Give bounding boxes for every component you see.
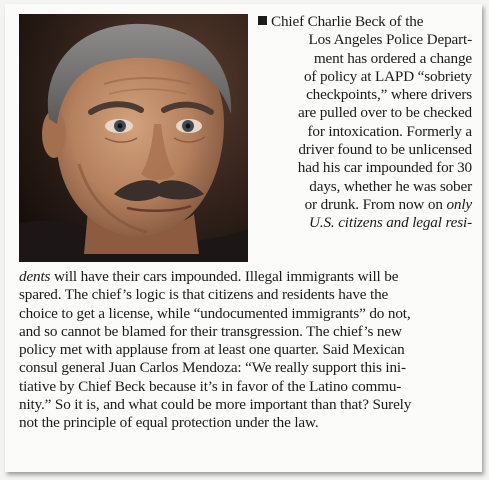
article-line: nity.” So it is, and what could be more important than that? Surely (19, 396, 412, 414)
article-line: ment has ordered a change (313, 49, 472, 67)
article-continuation (19, 268, 472, 433)
article-line: checkpoints,” where drivers (306, 86, 472, 104)
article-line: days, whether he was sober (309, 177, 472, 195)
article-line: for intoxication. Formerly a (307, 122, 472, 140)
article-line: not the principle of equal protection under the law. (19, 414, 319, 432)
article-line: tiative by Chief Beck because it’s in favor of the Latino commu- (19, 377, 402, 395)
emphasized-text: dents (19, 268, 51, 285)
article-line: policy met with applause from at least one quarter. Said Mexican (19, 341, 405, 359)
article-line: Chief Charlie Beck of the (258, 13, 472, 31)
article-line: dents will have their cars impounded. Illegal immigrants will be (19, 268, 399, 285)
article-line: or drunk. From now on only (304, 195, 472, 213)
article-line: spared. The chief’s logic is that citizens and residents have the (19, 286, 389, 304)
emphasized-text: U.S. citizens and legal resi- (309, 214, 472, 232)
article-column-beside-photo (258, 13, 472, 233)
square-bullet-icon (258, 16, 267, 25)
article-line (258, 214, 472, 232)
portrait-photo (19, 14, 248, 262)
article-line: Los Angeles Police Depart- (308, 31, 472, 49)
article-line: consul general Juan Carlos Mendoza: “We really support this ini- (19, 359, 406, 377)
article-line: driver found to be unlicensed (298, 141, 472, 159)
article-line: choice to get a license, while “undocumented immigrants” do not, (19, 304, 411, 322)
article-line: had his car impounded for 30 (297, 159, 472, 177)
portrait-illustration (19, 14, 248, 262)
article-line: are pulled over to be checked (297, 104, 472, 122)
article-line: of policy at LAPD “sobriety (303, 67, 472, 85)
article-line: and so cannot be blamed for their transgression. The chief’s new (19, 322, 402, 340)
magazine-clipping (5, 4, 482, 472)
emphasized-text: only (446, 195, 472, 213)
